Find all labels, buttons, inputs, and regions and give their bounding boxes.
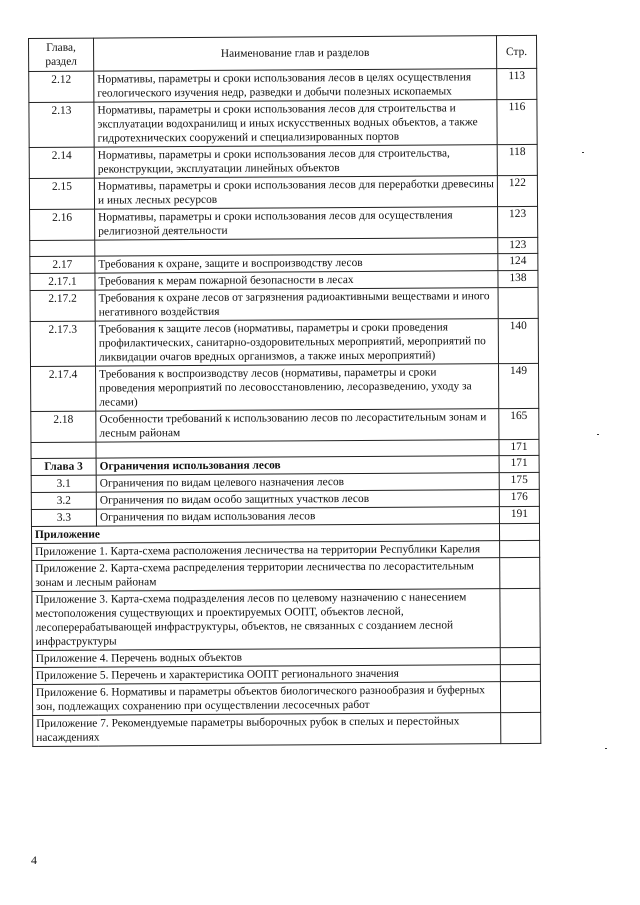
scan-speck — [605, 748, 607, 749]
appendix-page-cell — [500, 557, 540, 588]
table-row — [29, 99, 537, 147]
row-page: 122 — [497, 175, 537, 206]
row-page: 165 — [499, 408, 539, 439]
row-page: 176 — [499, 489, 539, 506]
table-row — [30, 318, 538, 366]
appendix-item: Приложение 4. Перечень водных объектов — [32, 648, 500, 668]
appendix-page-cell — [500, 681, 540, 712]
chapter-number: Глава 3 — [31, 458, 96, 475]
row-number: 2.13 — [29, 102, 94, 147]
row-number: 2.17.4 — [31, 366, 96, 411]
row-page: 113 — [497, 68, 537, 99]
table-header-row — [29, 35, 537, 71]
row-page: 171 — [499, 439, 539, 455]
row-page: 123 — [498, 206, 538, 237]
table-row — [29, 68, 537, 102]
row-page: 140 — [498, 318, 538, 363]
row-page: 191 — [499, 506, 539, 523]
contents-sheet — [28, 35, 540, 747]
table-row — [30, 206, 538, 240]
row-page — [498, 287, 538, 318]
row-number: 2.17.1 — [30, 273, 95, 290]
row-page: 138 — [498, 270, 538, 287]
row-number: 2.17.2 — [30, 290, 95, 321]
appendix-page-cell — [500, 647, 540, 664]
row-page: 124 — [498, 253, 538, 270]
row-number: 2.17 — [30, 256, 95, 273]
row-title: Ограничения по видам целевого назначения лесов — [96, 473, 499, 492]
row-title: Ограничения по видам особо защитных участков лесов — [96, 490, 499, 509]
chapter-title: Ограничения использования лесов — [96, 456, 499, 475]
appendix-page-cell — [500, 588, 540, 647]
header-chapter: Глава, раздел — [29, 38, 94, 71]
appendix-header-page-cell — [499, 523, 539, 540]
chapter-page: 171 — [499, 455, 539, 472]
row-number: 3.1 — [31, 475, 96, 492]
row-number: 2.17.3 — [30, 321, 95, 366]
row-page: 149 — [498, 363, 538, 408]
row-page: 116 — [497, 99, 537, 144]
page-number: 4 — [31, 853, 37, 867]
scan-speck — [582, 152, 584, 153]
row-title: Требования к защите лесов (нормативы, параметры и сроки проведения профилактических, санитарно-оздоровительных мероприятий, мероприятий по ликвидации очагов вредных организмов, а также иных мероприятий) — [95, 319, 498, 366]
row-number: 3.2 — [31, 492, 96, 509]
appendix-item: Приложение 1. Карта-схема расположения лесничества на территории Республики Карелия — [32, 541, 500, 561]
appendix-row — [32, 681, 540, 715]
appendix-item: Приложение 5. Перечень и характеристика ООПТ регионального значения — [32, 665, 500, 685]
appendix-item: Приложение 2. Карта-схема распределения территории лесничества по лесорастительным зонам и лесным районам — [32, 558, 500, 592]
row-title: Нормативы, параметры и сроки использования лесов для строительства и эксплуатации водохранилищ и иных искусственных водных объектов, а также гидротехнических сооружений и специализированных портов — [94, 100, 497, 147]
row-number: 2.15 — [29, 178, 94, 209]
appendix-page-cell — [501, 712, 541, 743]
row-number — [31, 442, 96, 458]
appendix-page-cell — [500, 540, 540, 557]
row-title: Требования к охране, защите и воспроизводству лесов — [95, 254, 498, 273]
appendix-page-cell — [500, 664, 540, 681]
row-page: 118 — [497, 144, 537, 175]
row-number — [30, 240, 95, 256]
row-title: Нормативы, параметры и сроки использования лесов в целях осуществления геологического изучения недр, разведки и добычи полезных ископаемых — [94, 69, 497, 102]
row-number: 2.12 — [29, 71, 94, 102]
table-row — [29, 144, 537, 178]
appendix-row — [32, 588, 540, 650]
row-page: 123 — [498, 237, 538, 253]
row-title: Требования к мерам пожарной безопасности в лесах — [95, 271, 498, 290]
row-title: Требования к воспроизводству лесов (нормативы, параметры и сроки проведения мероприятий по лесовосстановлению, лесоразведению, уходу за лесами) — [96, 364, 499, 411]
appendix-row — [33, 712, 541, 746]
header-page: Стр. — [496, 35, 536, 68]
row-title: Особенности требований к использованию лесов по лесорастительным зонам и лесным районам — [96, 409, 499, 442]
scan-speck — [597, 434, 599, 435]
appendix-item: Приложение 3. Карта-схема подразделения лесов по целевому назначению с нанесением местоположения существующих и проектируемых ООПТ, объектов лесной, лесоперерабатывающей инфраструктуры, объектов, не связанных с созданием лесной инфраструктуры — [32, 589, 500, 651]
row-title: Требования к охране лесов от загрязнения радиоактивными веществами и иного негативного воздействия — [95, 288, 498, 321]
table-row — [31, 408, 539, 442]
row-title: Нормативы, параметры и сроки использования лесов для осуществления религиозной деятельности — [95, 207, 498, 240]
contents-table — [28, 35, 541, 747]
table-row — [31, 363, 539, 411]
appendix-header: Приложение — [31, 524, 499, 544]
appendix-row — [32, 557, 540, 591]
table-row — [30, 287, 538, 321]
row-page: 175 — [499, 472, 539, 489]
header-title: Наименование глав и разделов — [94, 36, 497, 71]
row-number: 2.18 — [31, 411, 96, 442]
appendix-item: Приложение 6. Нормативы и параметры объектов биологического разнообразия и буферных зон, подлежащих сохранению при осуществлении лесосечных работ — [32, 682, 500, 716]
row-title: Нормативы, параметры и сроки использования лесов для переработки древесины и иных лесных ресурсов — [94, 176, 497, 209]
row-title: Нормативы, параметры и сроки использования лесов для строительства, реконструкции, эксплуатации линейных объектов — [94, 145, 497, 178]
row-number: 2.14 — [29, 147, 94, 178]
appendix-item: Приложение 7. Рекомендуемые параметры выборочных рубок в спелых и перестойных насаждениях — [33, 713, 501, 747]
row-number: 2.16 — [30, 209, 95, 240]
table-row — [29, 175, 537, 209]
row-number: 3.3 — [31, 509, 96, 526]
row-title: Ограничения по видам использования лесов — [96, 507, 499, 526]
